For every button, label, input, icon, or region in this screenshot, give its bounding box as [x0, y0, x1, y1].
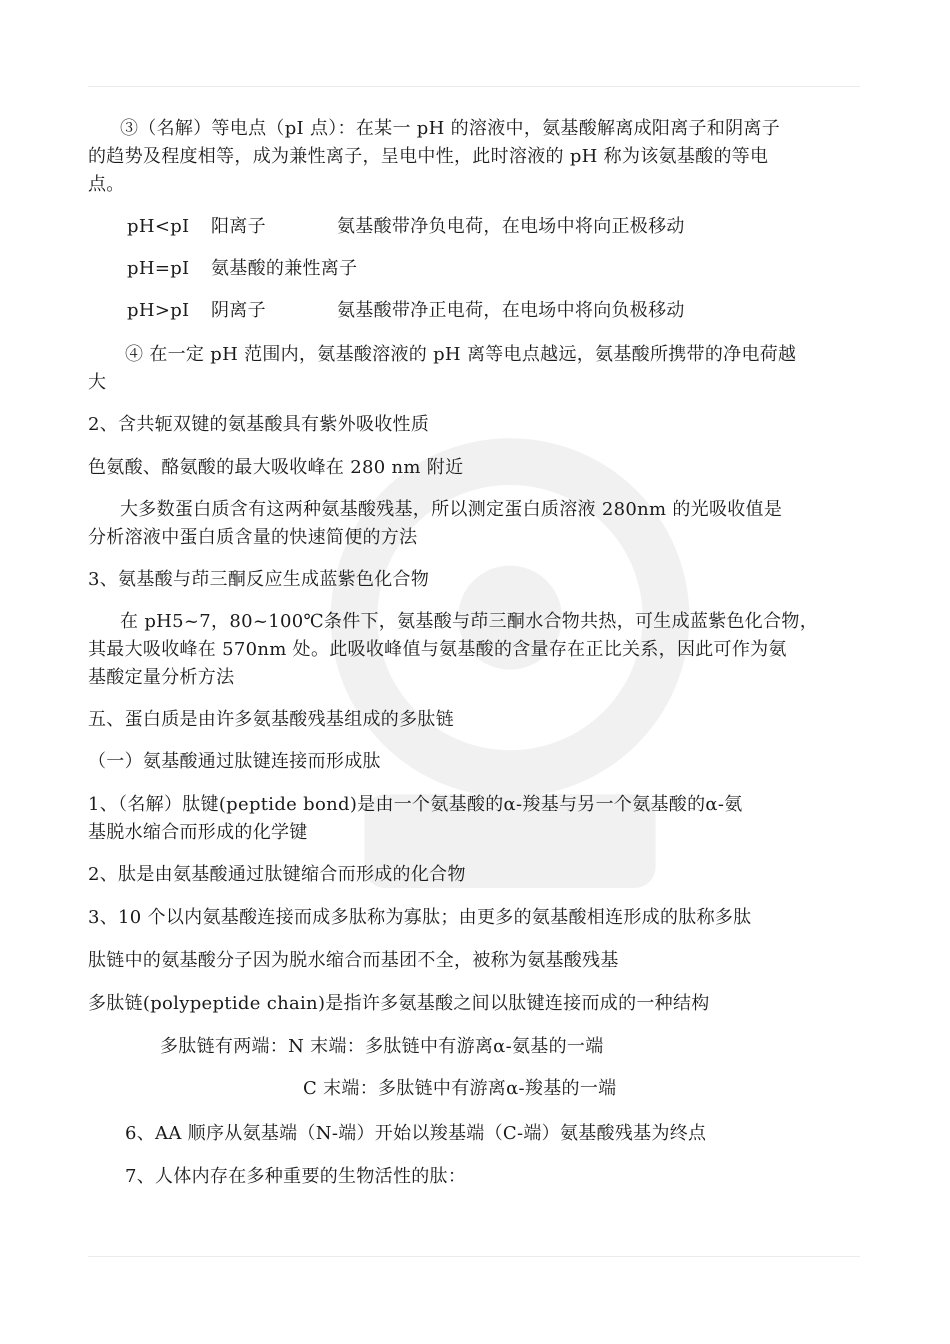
footer-rule: [88, 1256, 860, 1257]
text-line-18: 2、肽是由氨基酸通过肽键缩合而形成的化合物: [88, 864, 466, 885]
text-line-25: 7、人体内存在多种重要的生物活性的肽：: [125, 1166, 467, 1187]
text-line-17: 基脱水缩合而形成的化学键: [88, 822, 308, 843]
ph-row-3: [127, 298, 685, 324]
text-line-24: 6、AA 顺序从氨基端（N-端）开始以羧基端（C-端）氨基酸残基为终点: [125, 1123, 707, 1144]
text-line-7: 色氨酸、酪氨酸的最大吸收峰在 280 nm 附近: [88, 457, 464, 478]
text-line-9: 分析溶液中蛋白质含量的快速简便的方法: [88, 527, 418, 548]
ph-description: 氨基酸带净正电荷，在电场中将向负极移动: [337, 300, 685, 321]
ph-row-2: [127, 256, 358, 282]
text-line-16: 1、（名解）肽键(peptide bond)是由一个氨基酸的α-羧基与另一个氨基酸的α-氨: [88, 794, 743, 815]
text-line-13: 基酸定量分析方法: [88, 667, 235, 688]
text-line-3: 点。: [88, 174, 125, 195]
ph-condition: pH>pI: [127, 300, 190, 321]
ph-ion-type: 氨基酸的兼性离子: [211, 258, 358, 279]
ph-description: 氨基酸带净负电荷，在电场中将向正极移动: [337, 216, 685, 237]
text-line-2: 的趋势及程度相等，成为兼性离子，呈电中性，此时溶液的 pH 称为该氨基酸的等电: [88, 146, 769, 167]
text-line-12: 其最大吸收峰在 570nm 处。此吸收峰值与氨基酸的含量存在正比关系，因此可作为氨: [88, 639, 787, 660]
header-rule: [88, 86, 860, 87]
section-heading-3: 3、氨基酸与茚三酮反应生成蓝紫色化合物: [88, 569, 430, 590]
text-line-1: ③（名解）等电点（pI 点）：在某一 pH 的溶液中，氨基酸解离成阳离子和阴离子: [120, 118, 781, 139]
text-line-22: 多肽链有两端：N 末端：多肽链中有游离α-氨基的一端: [160, 1036, 604, 1057]
section-heading-2: 2、含共轭双键的氨基酸具有紫外吸收性质: [88, 414, 430, 435]
ph-ion-type: 阳离子: [211, 216, 266, 237]
ph-condition: pH<pI: [127, 216, 190, 237]
subsection-heading-1: （一）氨基酸通过肽键连接而形成肽: [88, 751, 381, 772]
ph-ion-type: 阴离子: [211, 300, 266, 321]
text-line-23: C 末端：多肽链中有游离α-羧基的一端: [303, 1078, 617, 1099]
text-line-5: 大: [88, 372, 107, 393]
section-heading-5: 五、蛋白质是由许多氨基酸残基组成的多肽链: [88, 709, 454, 730]
text-line-8: 大多数蛋白质含有这两种氨基酸残基，所以测定蛋白质溶液 280nm 的光吸收值是: [120, 499, 783, 520]
ph-condition: pH=pI: [127, 258, 190, 279]
text-line-20: 肽链中的氨基酸分子因为脱水缩合而基团不全，被称为氨基酸残基: [88, 950, 619, 971]
ph-row-1: [127, 214, 685, 240]
text-line-21: 多肽链(polypeptide chain)是指许多氨基酸之间以肽键连接而成的一种结构: [88, 993, 710, 1014]
text-line-19: 3、10 个以内氨基酸连接而成多肽称为寡肽；由更多的氨基酸相连形成的肽称多肽: [88, 907, 752, 928]
text-line-11: 在 pH5~7，80~100℃条件下，氨基酸与茚三酮水合物共热，可生成蓝紫色化合物，: [120, 611, 819, 632]
text-line-4: ④ 在一定 pH 范围内，氨基酸溶液的 pH 离等电点越远，氨基酸所携带的净电荷越: [125, 344, 797, 365]
